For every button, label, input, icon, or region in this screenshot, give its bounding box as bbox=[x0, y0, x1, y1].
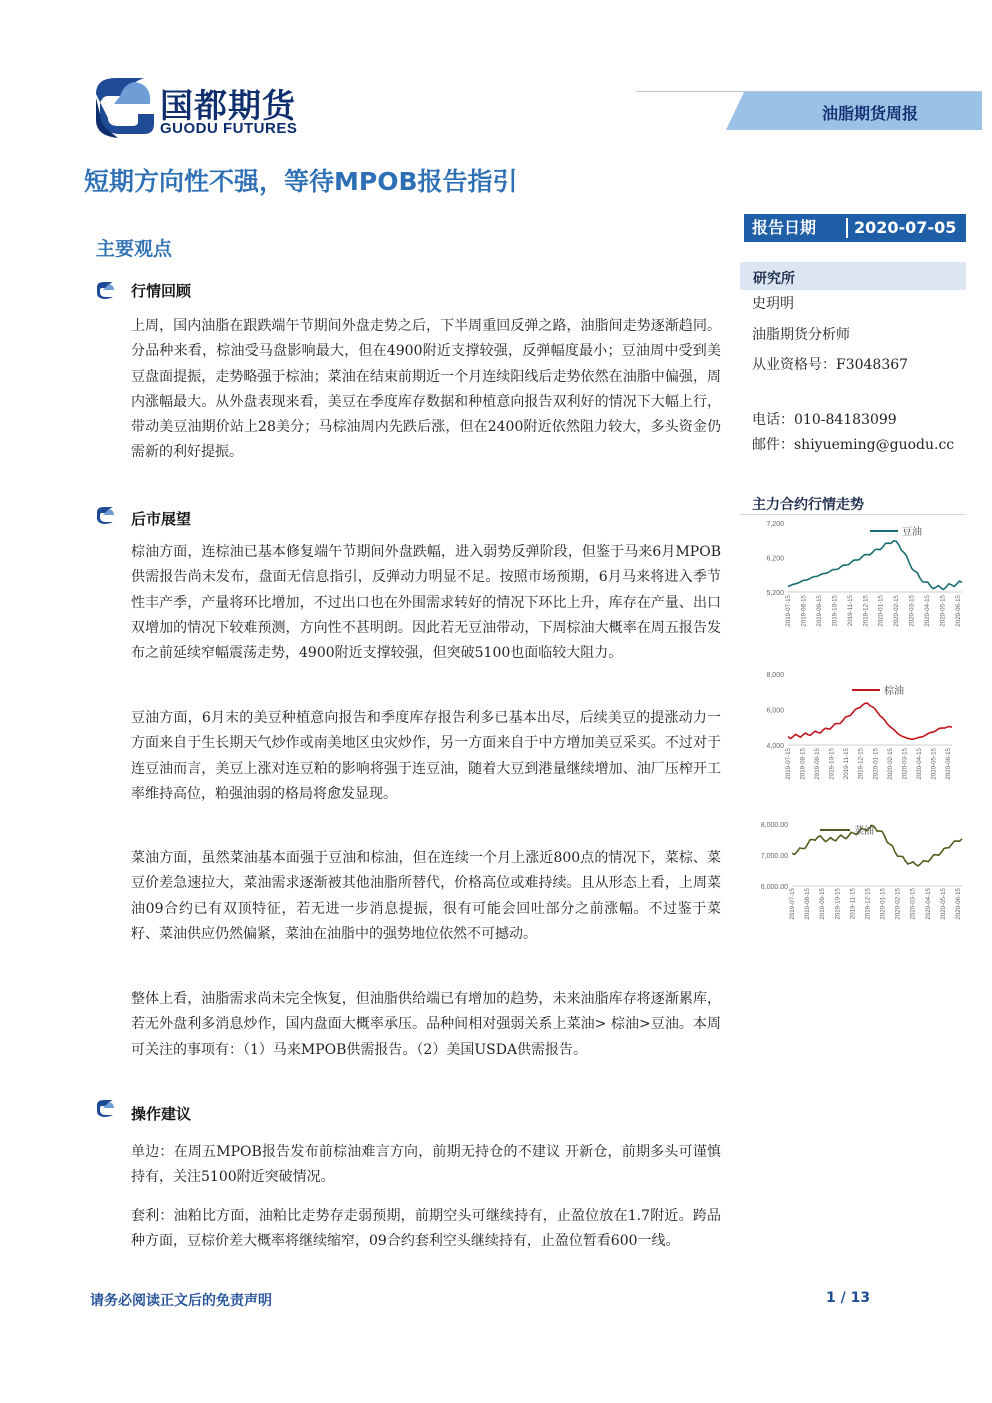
strategy-paragraph-single: 单边：在周五MPOB报告发布前棕油难言方向，前期无持仓的不建议 开新仓，前期多头可谨慎持有，关注5100附近突破情况。 bbox=[131, 1144, 721, 1186]
legend-label: 菜油 bbox=[854, 826, 874, 837]
guodu-logo-mark bbox=[88, 74, 158, 140]
report-date-label: 报告日期 bbox=[752, 218, 817, 237]
x-tick-label: 2020-05-15 bbox=[930, 748, 938, 780]
x-tick-label: 2020-04-15 bbox=[924, 888, 932, 920]
analyst-name: 史玥明 bbox=[752, 296, 794, 312]
page-number: 1 / 13 bbox=[826, 1290, 871, 1306]
section-bullet-icon bbox=[94, 506, 116, 524]
report-date-value: 2020-07-05 bbox=[854, 218, 957, 237]
x-tick-label: 2020-01-15 bbox=[879, 888, 887, 920]
y-tick-label: 6,200 bbox=[766, 555, 784, 563]
y-tick-label: 7,200 bbox=[766, 521, 784, 528]
outlook-overall-text bbox=[131, 987, 721, 1063]
outlook-palm-text bbox=[131, 540, 721, 666]
series-line-豆油 bbox=[788, 541, 962, 590]
report-type-label: 油脂期货周报 bbox=[821, 104, 918, 123]
section-bullet-icon bbox=[94, 281, 116, 299]
chart-section-title: 主力合约行情走势 bbox=[752, 497, 864, 513]
legend-label: 豆油 bbox=[902, 527, 922, 538]
outlook-soy-text bbox=[131, 706, 721, 807]
y-tick-label: 7,000.00 bbox=[760, 853, 788, 860]
rapeseed-oil-chart bbox=[740, 814, 966, 939]
page-title: 短期方向性不强，等待MPOB报告指引 bbox=[84, 167, 518, 196]
x-tick-label: 2019-09-15 bbox=[815, 595, 823, 627]
strategy-arb-text bbox=[131, 1204, 721, 1255]
y-tick-label: 8,000.00 bbox=[760, 822, 788, 829]
outlook-paragraph-rapeseed: 菜油方面，虽然菜油基本面强于豆油和棕油，但在连续一个月上涨近800点的情况下，菜棕、菜豆价差急速拉大，菜油需求逐渐被其他油脂所替代，价格高位或难持续。且从形态上看，上周菜油09合约已有双顶特征，若无进一步消息提振，很有可能会回吐部分之前涨幅。不过鉴于菜籽、菜油供应仍然偏紧，菜油在油脂中的强势地位依然不可撼动。 bbox=[131, 850, 721, 942]
x-tick-label: 2020-03-15 bbox=[909, 888, 917, 920]
y-tick-label: 6,000 bbox=[766, 707, 784, 715]
analyst-email[interactable]: 邮件：shiyueming@guodu.cc bbox=[752, 437, 955, 453]
review-paragraph: 上周，国内油脂在跟跌端午节期间外盘走势之后，下半周重回反弹之路，油脂间走势逐渐趋同。分品种来看，棕油受马盘影响最大，但在4900附近支撑较强，反弹幅度最小；豆油周中受到美豆盘面提振，走势略强于棕油；菜油在结束前期近一个月连续阳线后走势依然在油脂中偏强，周内涨幅最大。从外盘表现来看，美豆在季度库存数据和种植意向报告双利好的情况下大幅上行，带动美豆油期价站上28美分；马棕油周内先跌后涨，但在2400附近依然阻力较大，多头资金仍需新的利好提振。 bbox=[131, 318, 721, 461]
header-rule bbox=[636, 91, 982, 92]
section-heading-strategy: 操作建议 bbox=[131, 1105, 192, 1123]
x-tick-label: 2019-12-15 bbox=[857, 748, 865, 780]
x-tick-label: 2020-02-15 bbox=[894, 888, 902, 920]
x-tick-label: 2019-08-15 bbox=[804, 888, 812, 920]
institute-bar bbox=[740, 262, 966, 290]
x-tick-label: 2019-07-15 bbox=[785, 595, 792, 627]
x-tick-label: 2019-10-15 bbox=[831, 595, 839, 627]
x-tick-label: 2019-11-15 bbox=[849, 888, 857, 920]
review-text bbox=[131, 314, 721, 466]
series-line-菜油 bbox=[792, 825, 962, 866]
x-tick-label: 2020-04-15 bbox=[924, 595, 932, 627]
x-tick-label: 2019-10-15 bbox=[828, 748, 836, 780]
report-date-divider bbox=[846, 218, 848, 238]
strategy-paragraph-arbitrage: 套利：油粕比方面，油粕比走势存走弱预期，前期空头可继续持有，止盈位放在1.7附近。跨品种方面，豆棕价差大概率将继续缩窄，09合约套利空头继续持有，止盈位暂看600一线。 bbox=[131, 1208, 721, 1250]
x-tick-label: 2020-06-15 bbox=[945, 748, 952, 780]
outlook-paragraph-palm: 棕油方面，连棕油已基本修复端午节期间外盘跌幅，进入弱势反弹阶段，但鉴于马来6月MPOB供需报告尚未发布，盘面无信息指引，反弹动力明显不足。按照市场预期，6月马来将进入季节性丰产季，产量将环比增加，不过出口也在外围需求转好的情况下环比上升，库存在产量、出口双增加的情况下较难预测，方向性不甚明朗。因此若无豆油带动，下周棕油大概率在周五报告发布之前延续窄幅震荡走势，4900附近支撑较强，但突破5100也面临较大阻力。 bbox=[131, 544, 721, 662]
legend-label: 棕油 bbox=[884, 686, 904, 697]
y-tick-label: 5,200 bbox=[766, 590, 784, 597]
analyst-license: 从业资格号：F3048367 bbox=[752, 357, 909, 373]
outlook-rapeseed-text bbox=[131, 846, 721, 947]
logo-english-name: GUODU FUTURES bbox=[160, 120, 298, 137]
x-tick-label: 2020-03-15 bbox=[908, 595, 916, 627]
outlook-paragraph-overall: 整体上看，油脂需求尚未完全恢复，但油脂供给端已有增加的趋势，未来油脂库存将逐渐累库，若无外盘利多消息炒作，国内盘面大概率承压。品种间相对强弱关系上菜油> 棕油>豆油。本周可关注的事项有：（1）马来MPOB供需报告。（2）美国USDA供需报告。 bbox=[131, 991, 721, 1058]
y-tick-label: 6,000.00 bbox=[760, 884, 788, 891]
x-tick-label: 2020-06-15 bbox=[955, 888, 962, 920]
strategy-single-text bbox=[131, 1140, 721, 1191]
x-tick-label: 2020-06-15 bbox=[955, 595, 962, 627]
x-tick-label: 2020-01-15 bbox=[872, 748, 880, 780]
logo-chinese-name: 国都期货 bbox=[160, 86, 296, 125]
palm-oil-chart bbox=[740, 666, 966, 816]
x-tick-label: 2020-01-15 bbox=[877, 595, 885, 627]
y-tick-label: 4,000 bbox=[766, 743, 784, 750]
x-tick-label: 2020-02-15 bbox=[893, 595, 901, 627]
x-tick-label: 2019-12-15 bbox=[864, 888, 872, 920]
x-tick-label: 2019-08-15 bbox=[800, 595, 808, 627]
section-bullet-icon bbox=[94, 1099, 116, 1117]
x-tick-label: 2019-12-15 bbox=[862, 595, 870, 627]
y-tick-label: 8,000 bbox=[766, 672, 784, 679]
main-points-heading: 主要观点 bbox=[96, 238, 173, 260]
x-tick-label: 2019-07-15 bbox=[789, 888, 796, 920]
x-tick-label: 2020-05-15 bbox=[939, 595, 947, 627]
x-tick-label: 2020-05-15 bbox=[939, 888, 947, 920]
x-tick-label: 2020-03-15 bbox=[901, 748, 909, 780]
analyst-title: 油脂期货分析师 bbox=[752, 327, 850, 343]
soybean-oil-chart bbox=[740, 515, 966, 663]
x-tick-label: 2019-08-15 bbox=[799, 748, 807, 780]
x-tick-label: 2019-11-15 bbox=[843, 748, 851, 780]
section-heading-outlook: 后市展望 bbox=[131, 510, 192, 528]
x-tick-label: 2019-09-15 bbox=[819, 888, 827, 920]
x-tick-label: 2019-10-15 bbox=[834, 888, 842, 920]
series-line-棕油 bbox=[788, 703, 952, 739]
section-heading-review: 行情回顾 bbox=[131, 282, 192, 300]
x-tick-label: 2019-11-15 bbox=[846, 595, 854, 627]
x-tick-label: 2020-02-15 bbox=[886, 748, 894, 780]
x-tick-label: 2019-09-15 bbox=[814, 748, 822, 780]
report-date-badge bbox=[744, 214, 966, 242]
outlook-paragraph-soy: 豆油方面，6月末的美豆种植意向报告和季度库存报告利多已基本出尽，后续美豆的提涨动力一方面来自于生长期天气炒作或南美地区虫灾炒作，另一方面来自于中方增加美豆采买。不过对于连豆油而言，美豆上涨对连豆粕的影响将强于连豆油，随着大豆到港量继续增加、油厂压榨开工率维持高位，粕强油弱的格局将愈发显现。 bbox=[131, 710, 721, 802]
analyst-phone: 电话：010-84183099 bbox=[752, 412, 897, 428]
disclaimer-notice: 请务必阅读正文后的免责声明 bbox=[90, 1293, 272, 1309]
institute-label: 研究所 bbox=[753, 271, 795, 287]
x-tick-label: 2019-07-15 bbox=[785, 748, 792, 780]
x-tick-label: 2020-04-15 bbox=[915, 748, 923, 780]
